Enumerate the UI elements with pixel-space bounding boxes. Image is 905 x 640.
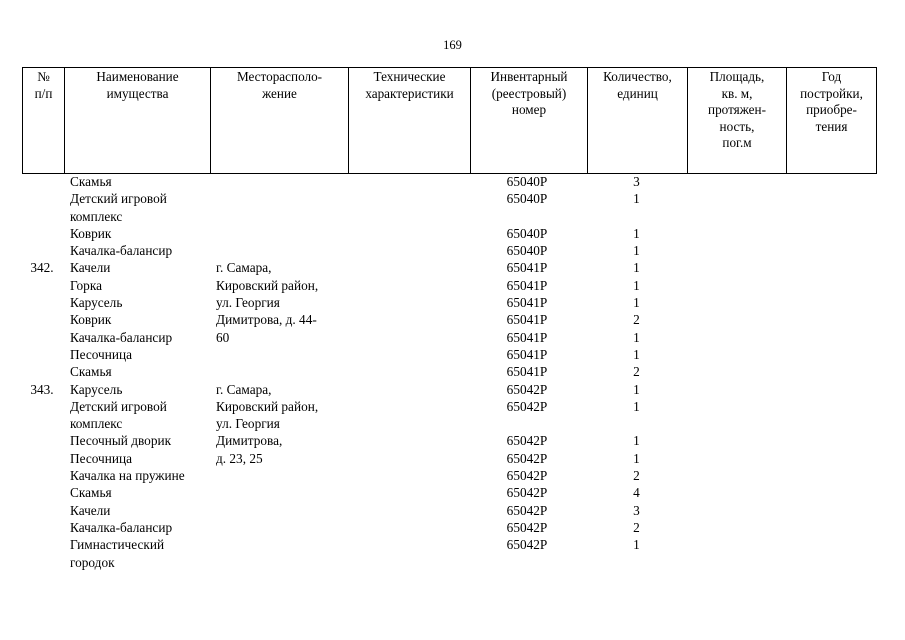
- quantity: 2: [633, 364, 640, 380]
- item-name: Качалка-балансир: [70, 519, 173, 535]
- quantity: 1: [633, 433, 640, 449]
- inventory-number: 65042Р: [506, 485, 548, 501]
- quantity: 1: [633, 450, 640, 466]
- inventory-number: 65040Р: [506, 225, 548, 241]
- inventory-number: 65041Р: [506, 364, 548, 380]
- quantity: 2: [633, 519, 640, 535]
- item-location: Димитрова, д. 44-: [216, 312, 317, 328]
- table-row: [22, 450, 875, 467]
- item-name: Качалка-балансир: [70, 243, 173, 259]
- inventory-number: 65042Р: [506, 519, 548, 535]
- inventory-number: 65042Р: [506, 381, 548, 397]
- inventory-number: 65040Р: [506, 243, 548, 259]
- quantity: 1: [633, 277, 640, 293]
- inventory-number: 65041Р: [506, 295, 548, 311]
- table-row: [22, 294, 875, 311]
- item-name: Карусель: [70, 381, 123, 397]
- inventory-number: 65041Р: [506, 329, 548, 345]
- table-row: [22, 190, 875, 207]
- table-row: [22, 381, 875, 398]
- inventory-number: 65041Р: [506, 346, 548, 362]
- page-number: 169: [443, 38, 462, 52]
- quantity: 2: [633, 312, 640, 328]
- item-location: ул. Георгия: [216, 295, 280, 311]
- quantity: 1: [633, 398, 640, 414]
- inventory-number: 65042Р: [506, 398, 548, 414]
- table-row: [22, 467, 875, 484]
- item-name: комплекс: [70, 416, 123, 432]
- inventory-number: 65042Р: [506, 450, 548, 466]
- header-name: Наименование имущества: [65, 68, 211, 174]
- item-name: Коврик: [70, 312, 112, 328]
- header-number: № п/п: [23, 68, 65, 174]
- quantity: 1: [633, 537, 640, 553]
- quantity: 1: [633, 346, 640, 362]
- item-name: комплекс: [70, 208, 123, 224]
- row-number: 342.: [30, 260, 54, 276]
- item-name: Качалка-балансир: [70, 329, 173, 345]
- inventory-number: 65040Р: [506, 174, 548, 189]
- item-location: д. 23, 25: [216, 450, 263, 466]
- item-location: г. Самара,: [216, 260, 272, 276]
- item-name: Детский игровой: [70, 191, 167, 207]
- table-row: [22, 519, 875, 536]
- row-number: 343.: [30, 381, 54, 397]
- header-specs: Технические характеристики: [349, 68, 471, 174]
- header-area: Площадь, кв. м, протяжен- ность, пог.м: [688, 68, 787, 174]
- table-row: [22, 502, 875, 519]
- item-name: Горка: [70, 277, 102, 293]
- table-header: [22, 67, 877, 174]
- item-name: Скамья: [70, 364, 112, 380]
- inventory-number: 65041Р: [506, 260, 548, 276]
- item-location: Димитрова,: [216, 433, 283, 449]
- item-name: Песочный дворик: [70, 433, 172, 449]
- table-row: [22, 311, 875, 328]
- table-row: [22, 277, 875, 294]
- inventory-number: 65042Р: [506, 468, 548, 484]
- table-row: [22, 259, 875, 276]
- table-row: [22, 398, 875, 415]
- quantity: 3: [633, 502, 640, 518]
- item-name: Скамья: [70, 485, 112, 501]
- quantity: 1: [633, 191, 640, 207]
- table-row: [22, 225, 875, 242]
- quantity: 3: [633, 174, 640, 189]
- table-row: [22, 329, 875, 346]
- table-row: [22, 415, 875, 432]
- table-row: [22, 242, 875, 259]
- header-location: Месторасполо- жение: [211, 68, 349, 174]
- quantity: 4: [633, 485, 640, 501]
- item-name: Карусель: [70, 295, 123, 311]
- item-name: Гимнастический: [70, 537, 165, 553]
- quantity: 1: [633, 225, 640, 241]
- header-quantity: Количество, единиц: [588, 68, 688, 174]
- table-row: [22, 536, 875, 553]
- item-location: ул. Георгия: [216, 416, 280, 432]
- inventory-number: 65042Р: [506, 537, 548, 553]
- table-row: [22, 346, 875, 363]
- item-location: г. Самара,: [216, 381, 272, 397]
- table-row: [22, 432, 875, 449]
- item-name: Качалка на пружине: [70, 468, 185, 484]
- inventory-number: 65041Р: [506, 277, 548, 293]
- item-name: Песочница: [70, 450, 132, 466]
- table-row: [22, 173, 875, 190]
- item-location: Кировский район,: [216, 277, 319, 293]
- item-name: Качели: [70, 260, 111, 276]
- quantity: 1: [633, 295, 640, 311]
- item-name: Качели: [70, 502, 111, 518]
- quantity: 1: [633, 329, 640, 345]
- table-body: [22, 173, 875, 571]
- item-location: 60: [216, 329, 230, 345]
- header-year: Год постройки, приобре- тения: [787, 68, 877, 174]
- item-name: Скамья: [70, 174, 112, 189]
- inventory-number: 65042Р: [506, 502, 548, 518]
- item-name: Коврик: [70, 225, 112, 241]
- table-row: [22, 363, 875, 380]
- quantity: 1: [633, 381, 640, 397]
- inventory-number: 65042Р: [506, 433, 548, 449]
- table-row: [22, 208, 875, 225]
- quantity: 1: [633, 243, 640, 259]
- inventory-number: 65041Р: [506, 312, 548, 328]
- table-row: [22, 554, 875, 571]
- table-row: [22, 484, 875, 501]
- header-inventory-number: Инвентарный (реестровый) номер: [471, 68, 588, 174]
- item-name: Детский игровой: [70, 398, 167, 414]
- quantity: 2: [633, 468, 640, 484]
- item-location: Кировский район,: [216, 398, 319, 414]
- item-name: Песочница: [70, 346, 132, 362]
- quantity: 1: [633, 260, 640, 276]
- item-name: городок: [70, 554, 115, 570]
- inventory-number: 65040Р: [506, 191, 548, 207]
